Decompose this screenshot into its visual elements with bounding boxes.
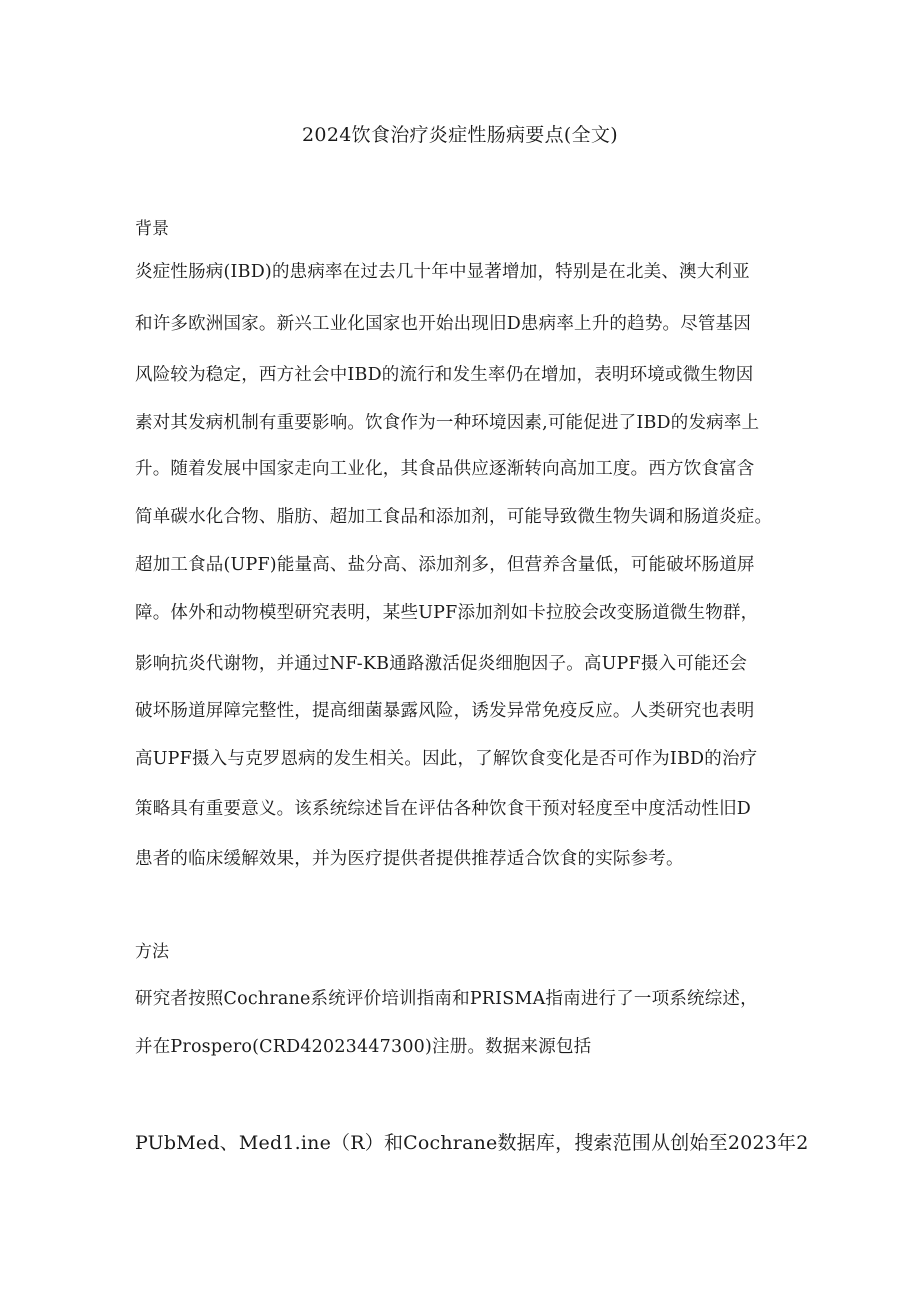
paragraph-line: 破坏肠道屏障完整性，提高细菌暴露风险，诱发异常免疫反应。人类研究也表明	[135, 701, 755, 721]
paragraph-line: 升。随着发展中国家走向工业化，其食品供应逐渐转向高加工度。西方饮食富含	[135, 459, 755, 479]
paragraph-line: 影响抗炎代谢物，并通过NF-KB通路激活促炎细胞因子。高UPF摄入可能还会	[135, 654, 748, 674]
paragraph-line: PUbMed、Med1.ine（R）和Cochrane数据库，搜索范围从创始至2023年2	[135, 1132, 809, 1154]
paragraph-line: 素对其发病机制有重要影响。饮食作为一种环境因素,可能促进了IBD的发病率上	[135, 413, 760, 433]
section-heading-methods: 方法	[135, 942, 169, 962]
paragraph-line: 障。体外和动物模型研究表明，某些UPF添加剂如卡拉胶会改变肠道微生物群，	[135, 603, 759, 623]
paragraph-line: 超加工食品(UPF)能量高、盐分高、添加剂多，但营养含量低，可能破坏肠道屏	[135, 555, 755, 575]
section-heading-background: 背景	[135, 219, 169, 239]
paragraph-line: 患者的临床缓解效果，并为医疗提供者提供推荐适合饮食的实际参考。	[135, 849, 684, 869]
paragraph-line: 简单碳水化合物、脂肪、超加工食品和添加剂，可能导致微生物失调和肠道炎症。	[135, 507, 773, 527]
paragraph-line: 风险较为稳定，西方社会中IBD的流行和发生率仍在增加，表明环境或微生物因	[135, 365, 754, 385]
paragraph-line: 策略具有重要意义。该系统综述旨在评估各种饮食干预对轻度至中度活动性旧D	[135, 799, 752, 819]
document-title: 2024饮食治疗炎症性肠病要点(全文)	[302, 124, 618, 146]
paragraph-line: 并在Prospero(CRD42023447300)注册。数据来源包括	[135, 1037, 592, 1057]
paragraph-line: 研究者按照Cochrane系统评价培训指南和PRISMA指南进行了一项系统综述，	[135, 989, 758, 1009]
paragraph-line: 和许多欧洲国家。新兴工业化国家也开始出现旧D患病率上升的趋势。尽管基因	[135, 314, 752, 334]
paragraph-line: 炎症性肠病(IBD)的患病率在过去几十年中显著增加，特别是在北美、澳大利亚	[135, 262, 750, 282]
paragraph-line: 高UPF摄入与克罗恩病的发生相关。因此，了解饮食变化是否可作为IBD的治疗	[135, 749, 758, 769]
